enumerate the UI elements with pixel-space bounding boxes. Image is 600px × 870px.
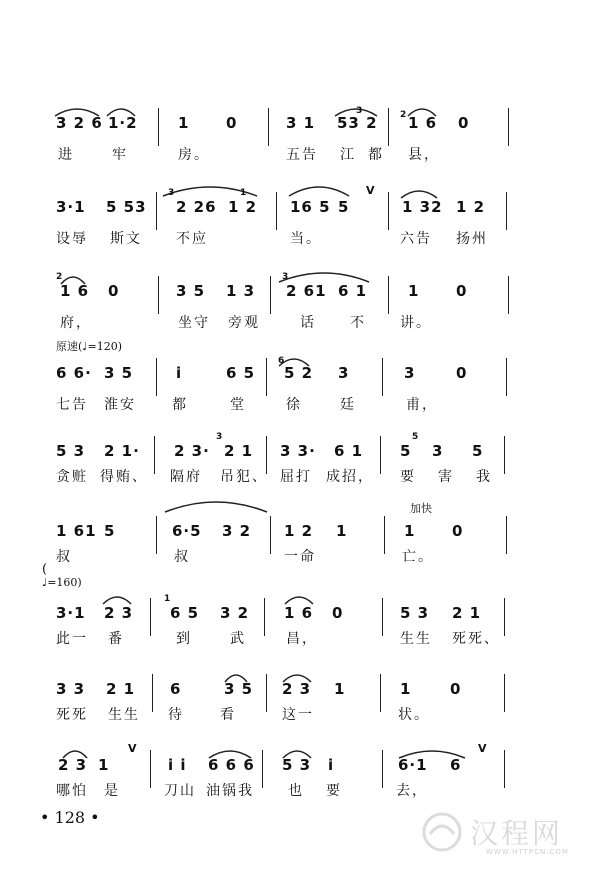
note-group: 3 2 [220, 604, 250, 622]
lyric: 待 [168, 707, 184, 723]
grace-note: 1 [164, 594, 172, 604]
note-group: 1 [400, 680, 412, 698]
note-group: 2 3 [58, 756, 88, 774]
lyric: 得贿、 [100, 469, 148, 485]
bar-line [382, 750, 383, 788]
bar-line [266, 358, 267, 396]
note-group: 5 3 [56, 442, 86, 460]
bar-line [504, 750, 505, 788]
note-group: 3·1 [56, 198, 86, 216]
score-system-8 [0, 666, 600, 736]
note-group: 6 [450, 756, 462, 774]
lyric: 六告 [400, 231, 432, 247]
bar-line [508, 276, 509, 314]
note-group: 5 2 [284, 364, 314, 382]
bar-line [276, 192, 277, 230]
note-group: 1 2 [228, 198, 258, 216]
grace-note: 6 [278, 356, 286, 366]
note-group: 0 [450, 680, 462, 698]
note-group: i [176, 364, 183, 382]
note-group: 3 [404, 364, 416, 382]
bar-line [150, 750, 151, 788]
note-group: 5 [104, 522, 116, 540]
lyric: 要 [400, 469, 416, 485]
slur [286, 182, 352, 198]
lyric: 旁观 [228, 315, 260, 331]
note-group: 1 3 [226, 282, 256, 300]
watermark-text: 汉程网 [470, 817, 564, 850]
note-group: 1 6 [408, 114, 438, 132]
lyric: 死死、 [452, 631, 500, 647]
note-group: 5 3 [400, 604, 430, 622]
note-group: 6·1 [398, 756, 428, 774]
lyric: 都 [172, 397, 188, 413]
bar-line [270, 276, 271, 314]
note-group: 3 [432, 442, 444, 460]
bar-line [382, 598, 383, 636]
bar-line [506, 192, 507, 230]
lyric: 堂 [230, 397, 246, 413]
note-group: 0 [452, 522, 464, 540]
bar-line [268, 108, 269, 146]
lyric: 话 [300, 315, 316, 331]
note-group: 1 [336, 522, 348, 540]
lyric: 到 [176, 631, 192, 647]
tempo-mark: 原速(♩=120) [56, 340, 122, 353]
bar-line [388, 192, 389, 230]
note-group: 6 5 [170, 604, 200, 622]
lyric: 状。 [398, 707, 430, 723]
lyric: 哪怕 [56, 783, 88, 799]
score-system-5 [0, 428, 600, 498]
lyric: 生生 [108, 707, 140, 723]
note-group: 2 26 [176, 198, 217, 216]
note-group: 6 1 [334, 442, 364, 460]
note-group: 3 3· [280, 442, 316, 460]
bar-line [156, 516, 157, 554]
note-group: 2 3 [104, 604, 134, 622]
lyric: 房。 [178, 147, 210, 163]
score-system-1 [0, 100, 600, 170]
bar-line [158, 276, 159, 314]
bar-line [504, 436, 505, 474]
bar-line [506, 358, 507, 396]
lyric: 害 [438, 469, 454, 485]
slur [162, 496, 270, 514]
note-group: 6 1 [338, 282, 368, 300]
bar-line [266, 674, 267, 712]
breath-mark: V [478, 742, 488, 755]
lyric: 淮安 [104, 397, 136, 413]
lyric: 不应 [176, 231, 208, 247]
lyric: 成招， [326, 469, 374, 485]
bar-line [504, 598, 505, 636]
note-group: i [328, 756, 335, 774]
lyric: 吊犯、 [220, 469, 268, 485]
note-group: 1 [408, 282, 420, 300]
bar-line [156, 192, 157, 230]
lyric: 都 [368, 147, 384, 163]
lyric: 番 [108, 631, 124, 647]
grace-note: 3 [356, 106, 364, 116]
bar-line [380, 674, 381, 712]
grace-note: 2 [400, 110, 408, 120]
bar-line [506, 516, 507, 554]
bar-line [380, 436, 381, 474]
lyric: 昌， [286, 631, 318, 647]
lyric: 府， [60, 315, 92, 331]
note-group: 1 [334, 680, 346, 698]
bar-line [504, 674, 505, 712]
bar-line [150, 598, 151, 636]
lyric: 叔 [174, 549, 190, 565]
lyric: 讲。 [400, 315, 432, 331]
score-system-2 [0, 182, 600, 252]
lyric: 要 [326, 783, 342, 799]
grace-note: 5 [412, 432, 420, 442]
note-group: 2 3· [174, 442, 210, 460]
bar-line [388, 108, 389, 146]
lyric: 县， [408, 147, 440, 163]
lyric: 五告 [286, 147, 318, 163]
score-system-4 [0, 350, 600, 420]
note-group: 3·1 [56, 604, 86, 622]
lyric: 是 [104, 783, 120, 799]
lyric: 叔 [56, 549, 72, 565]
lyric: 亡。 [402, 549, 434, 565]
lyric: 江 [340, 147, 356, 163]
note-group: 6·5 [172, 522, 202, 540]
note-group: 3 [338, 364, 350, 382]
note-group: 1 6 [284, 604, 314, 622]
lyric: 七告 [56, 397, 88, 413]
note-group: 1 2 [456, 198, 486, 216]
lyric: 当。 [290, 231, 322, 247]
bar-line [264, 598, 265, 636]
note-group: 1 61 [56, 522, 97, 540]
lyric: 一命 [284, 549, 316, 565]
note-group: 0 [332, 604, 344, 622]
score-system-7 [0, 590, 600, 660]
note-group: 2 1· [104, 442, 140, 460]
lyric: 甫， [406, 397, 438, 413]
note-group: 3 2 6 [56, 114, 103, 132]
score-system-6 [0, 508, 600, 578]
note-group: 2 1 [106, 680, 136, 698]
lyric: 牢 [112, 147, 128, 163]
page-number: • 128 • [40, 808, 100, 827]
note-group: 5 3 [282, 756, 312, 774]
note-group: 5 53 [106, 198, 147, 216]
tempo-mark: 加快 [410, 502, 432, 515]
grace-note: 2 [56, 272, 64, 282]
lyric: 看 [220, 707, 236, 723]
note-group: 3 5 [176, 282, 206, 300]
note-group: 1 2 [284, 522, 314, 540]
note-group: 0 [226, 114, 238, 132]
note-group: 3 5 [104, 364, 134, 382]
tempo-mark: ♩=160) [42, 576, 82, 589]
note-group: 2 1 [224, 442, 254, 460]
note-group: 0 [456, 282, 468, 300]
grace-note: 1 [240, 188, 248, 198]
lyric: 屈打 [280, 469, 312, 485]
lyric: 进 [58, 147, 74, 163]
note-group: 5 [338, 198, 350, 216]
score-system-3 [0, 268, 600, 338]
note-group: 1 [178, 114, 190, 132]
bar-line [154, 436, 155, 474]
note-group: 53 2 [337, 114, 378, 132]
bar-line [152, 674, 153, 712]
note-group: 2 61 [286, 282, 327, 300]
note-group: 0 [456, 364, 468, 382]
lyric: 这一 [282, 707, 314, 723]
grace-note: 3 [282, 272, 290, 282]
bar-line [508, 108, 509, 146]
lyric: 刀山 [164, 783, 196, 799]
note-group: 2 3 [282, 680, 312, 698]
lyric: 坐守 [178, 315, 210, 331]
bar-line [388, 276, 389, 314]
breath-mark: V [366, 184, 376, 197]
note-group: 1 [98, 756, 110, 774]
note-group: 3 3 [56, 680, 86, 698]
bar-line [262, 750, 263, 788]
note-group: 0 [458, 114, 470, 132]
lyric: 死死 [56, 707, 88, 723]
lyric: 武 [230, 631, 246, 647]
note-group: 16 5 [290, 198, 331, 216]
lyric: 油锅我 [206, 783, 254, 799]
bar-line [158, 108, 159, 146]
bar-line [270, 516, 271, 554]
note-group: 1·2 [108, 114, 138, 132]
note-group: 5 [472, 442, 484, 460]
lyric: 廷 [340, 397, 356, 413]
lyric: 斯文 [110, 231, 142, 247]
note-group: 6 [170, 680, 182, 698]
note-group: 2 1 [452, 604, 482, 622]
lyric: 生生 [400, 631, 432, 647]
breath-mark: V [128, 742, 138, 755]
bar-line [382, 358, 383, 396]
grace-note: 3 [168, 188, 176, 198]
lyric: 此一 [56, 631, 88, 647]
note-group: 3 5 [224, 680, 254, 698]
lyric: 我 [476, 469, 492, 485]
lyric: 也 [288, 783, 304, 799]
tempo-mark: ( [42, 562, 48, 577]
note-group: i i [168, 756, 187, 774]
lyric: 扬州 [456, 231, 488, 247]
lyric: 徐 [286, 397, 302, 413]
lyric: 设辱 [56, 231, 88, 247]
note-group: 1 6 [60, 282, 90, 300]
note-group: 1 [404, 522, 416, 540]
grace-note: 3 [216, 432, 224, 442]
note-group: 1 32 [402, 198, 443, 216]
note-group: 6 6· [56, 364, 92, 382]
watermark-url: WWW.HTTPCN.COM [486, 848, 569, 856]
note-group: 5 [400, 442, 412, 460]
bar-line [156, 358, 157, 396]
note-group: 6 6 6 [208, 756, 255, 774]
note-group: 0 [108, 282, 120, 300]
lyric: 隔府 [170, 469, 202, 485]
note-group: 3 1 [286, 114, 316, 132]
bar-line [384, 516, 385, 554]
note-group: 6 5 [226, 364, 256, 382]
note-group: 3 2 [222, 522, 252, 540]
lyric: 去， [396, 783, 428, 799]
lyric: 贪赃 [56, 469, 88, 485]
lyric: 不 [350, 315, 366, 331]
